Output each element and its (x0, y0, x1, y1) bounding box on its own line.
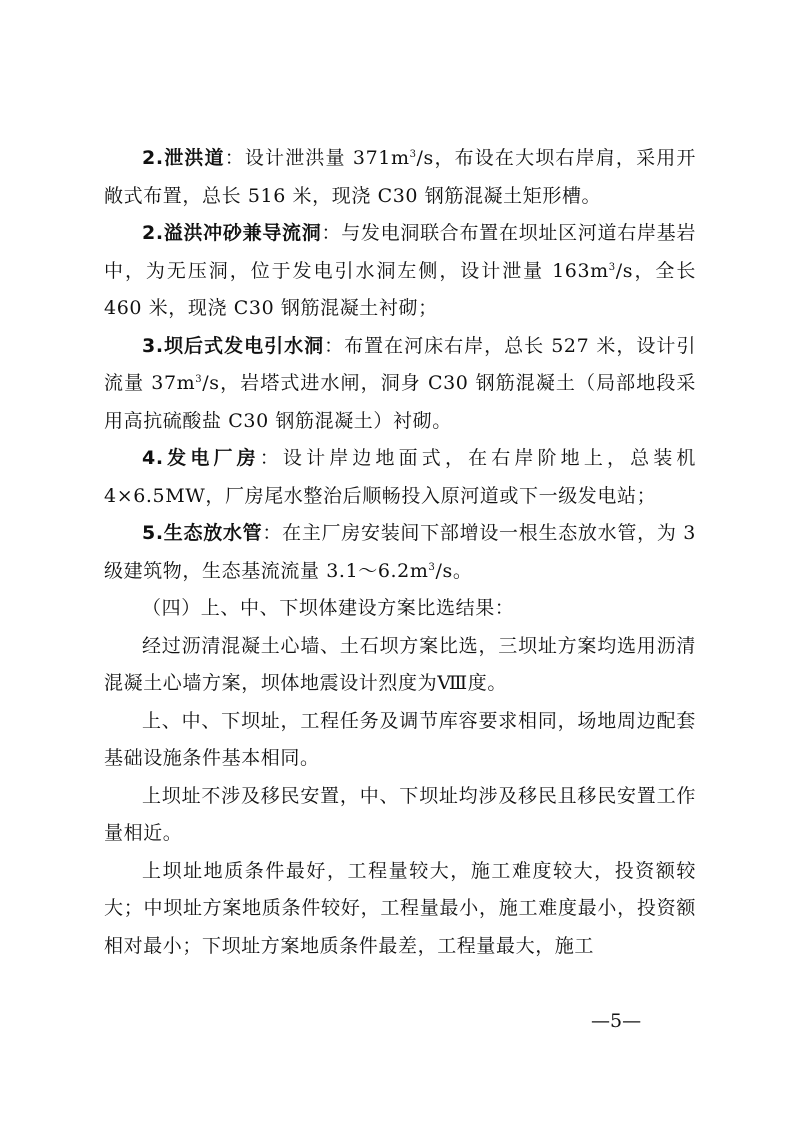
paragraph-text-cont: /s，岩塔式进水闸，洞身 C30 钢筋混凝土（局部地段采用高抗硫酸盐 C30 钢筋混凝土）衬砌。 (104, 372, 696, 432)
paragraph-lead: 2.溢洪冲砂兼导流洞 (142, 222, 322, 244)
section-heading: （四）上、中、下坝体建设方案比选结果： (142, 597, 515, 619)
eco-pipe-paragraph (104, 515, 696, 590)
paragraph-text: ：在主厂房安装间下部增设一根生态放水管，为 3 级建筑物，生态基流流量 3.1～6.2m (104, 522, 696, 582)
paragraph-text: ：设计泄洪量 371m (224, 147, 410, 169)
paragraph-lead: 5.生态放水管 (142, 522, 263, 544)
superscript: 3 (608, 261, 616, 273)
paragraph-text: ：布置在河床右岸，总长 527 米，设计引流量 37m (104, 334, 696, 394)
body-paragraph: 上坝址地质条件最好，工程量较大，施工难度较大，投资额较大；中坝址方案地质条件较好，工程量最小，施工难度最小，投资额相对最小；下坝址方案地质条件最差，工程量最大，施工 (104, 859, 696, 957)
superscript: 3 (428, 561, 436, 573)
diversion-tunnel-paragraph (104, 215, 696, 328)
spillway-paragraph (104, 140, 696, 215)
page-body (104, 140, 696, 965)
powerhouse-paragraph (104, 440, 696, 515)
paragraph-text: ：设计岸边地面式，在右岸阶地上，总装机 4×6.5MW，厂房尾水整治后顺畅投入原河道或下一级发电站； (104, 447, 697, 507)
page-number: —5— (591, 1010, 642, 1032)
paragraph-lead: 2.泄洪道 (142, 147, 225, 169)
paragraph-text: ：与发电洞联合布置在坝址区河道右岸基岩中，为无压洞，位于发电引水洞左侧，设计泄量 163m (104, 222, 696, 282)
body-paragraph: 上、中、下坝址，工程任务及调节库容要求相同，场地周边配套基础设施条件基本相同。 (104, 709, 696, 769)
body-paragraph: 上坝址不涉及移民安置，中、下坝址均涉及移民且移民安置工作量相近。 (104, 784, 696, 844)
paragraph-text-cont: /s，布设在大坝右岸肩，采用开敞式布置，总长 516 米，现浇 C30 钢筋混凝土矩形槽。 (104, 147, 696, 207)
paragraph-lead: 4.发电厂房 (142, 447, 260, 469)
headrace-tunnel-paragraph (104, 328, 696, 441)
paragraph-text-cont: /s，全长 460 米，现浇 C30 钢筋混凝土衬砌； (104, 259, 696, 319)
paragraph-text-cont: /s。 (435, 559, 473, 582)
paragraph-lead: 3.坝后式发电引水洞 (142, 334, 325, 357)
body-paragraph: 经过沥清混凝土心墙、土石坝方案比选，三坝址方案均选用沥清混凝土心墙方案，坝体地震设计烈度为Ⅷ度。 (104, 634, 696, 694)
superscript: 3 (409, 149, 417, 160)
superscript: 3 (195, 374, 203, 385)
